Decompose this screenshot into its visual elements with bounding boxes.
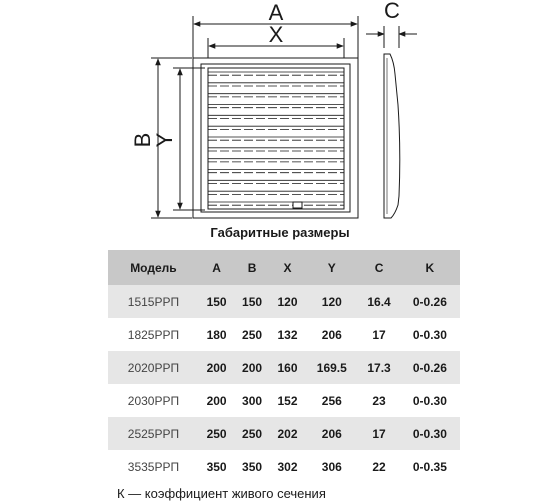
cell-x: 132: [277, 327, 298, 342]
cell-a: 150: [199, 285, 234, 318]
cell-c: 17: [358, 417, 399, 450]
dimension-lines: [158, 24, 417, 217]
cell-b: 350: [242, 459, 263, 474]
cell-c: 17: [372, 327, 386, 342]
cell-x: 152: [277, 393, 298, 408]
cell-y: 169.5: [305, 351, 358, 384]
table-row: [108, 384, 460, 417]
cell-model: 2525РРП: [108, 417, 199, 450]
dimensions-table: [108, 250, 460, 483]
cell-k: 0-0.26: [400, 351, 460, 384]
cell-b: 150: [234, 285, 269, 318]
cell-k: 0-0.35: [412, 459, 447, 474]
header-a: A: [199, 250, 234, 285]
cell-y: 306: [321, 459, 342, 474]
dim-label-y: Y: [152, 132, 177, 148]
table-row: [108, 285, 460, 318]
dim-label-c: C: [384, 0, 400, 23]
cell-c: 23: [372, 393, 386, 408]
grille-front-view: [193, 58, 358, 218]
cell-a: 200: [199, 351, 234, 384]
table-header-row: [108, 250, 460, 285]
cell-k: 0-0.26: [400, 285, 460, 318]
louver-slats: [208, 72, 344, 205]
header-k: K: [400, 250, 460, 285]
grille-side-profile: [384, 54, 400, 218]
cell-a: 350: [206, 459, 227, 474]
cell-c: 16.4: [358, 285, 399, 318]
cell-x: 302: [277, 459, 298, 474]
cell-b: 250: [234, 417, 269, 450]
header-b: B: [234, 250, 269, 285]
cell-model: 3535РРП: [127, 459, 180, 474]
dim-label-x: X: [268, 22, 284, 47]
cell-model: 2020РРП: [108, 351, 199, 384]
table-row: [108, 417, 460, 450]
cell-y: 120: [305, 285, 358, 318]
cell-model: 1515РРП: [108, 285, 199, 318]
header-x: X: [270, 250, 305, 285]
cell-b: 300: [242, 393, 263, 408]
cell-y: 206: [321, 327, 342, 342]
cell-x: 160: [270, 351, 305, 384]
cell-c: 17.3: [358, 351, 399, 384]
cell-k: 0-0.30: [400, 417, 460, 450]
cell-c: 22: [372, 459, 386, 474]
cell-model: 1825РРП: [127, 327, 180, 342]
cell-a: 200: [206, 393, 227, 408]
cell-a: 250: [199, 417, 234, 450]
cell-x: 120: [270, 285, 305, 318]
header-c: C: [358, 250, 399, 285]
header-model: Модель: [108, 250, 199, 285]
table-row: [108, 351, 460, 384]
table-row: [108, 450, 460, 483]
cell-k: 0-0.30: [412, 393, 447, 408]
drawing-caption: Габаритные размеры: [210, 225, 350, 240]
footnote: К — коэффициент живого сечения: [117, 486, 326, 501]
cell-b: 200: [234, 351, 269, 384]
cell-x: 202: [270, 417, 305, 450]
header-y: Y: [305, 250, 358, 285]
cell-b: 250: [242, 327, 263, 342]
dim-label-a: A: [268, 0, 284, 25]
cell-k: 0-0.30: [412, 327, 447, 342]
dim-label-b: B: [130, 132, 155, 148]
grille-latch: [293, 202, 302, 208]
table-row: [108, 318, 460, 351]
grille-dimension-drawing: [0, 0, 560, 225]
cell-y: 256: [321, 393, 342, 408]
cell-model: 2030РРП: [127, 393, 180, 408]
cell-y: 206: [305, 417, 358, 450]
cell-a: 180: [206, 327, 227, 342]
